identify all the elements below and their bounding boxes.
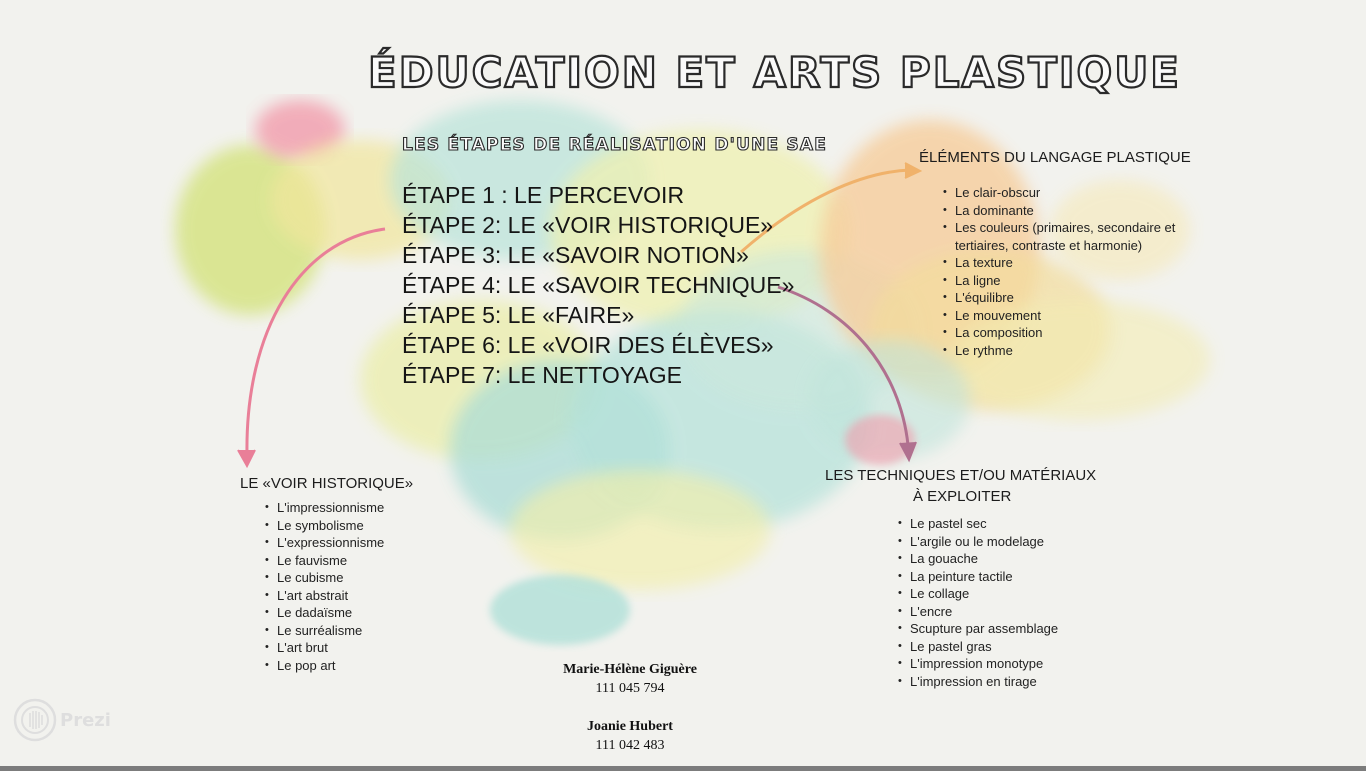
techniques-heading-line2: À EXPLOITER xyxy=(913,488,1012,505)
prezi-icon xyxy=(13,698,57,742)
author-number: 111 045 794 xyxy=(595,681,665,696)
list-item: • L'impressionnisme xyxy=(265,499,435,517)
list-item: • L'argile ou le modelage xyxy=(898,533,1098,551)
list-item: • Le pastel gras xyxy=(898,638,1098,656)
step-item: ÉTAPE 6: LE «VOIR DES ÉLÈVES» xyxy=(402,332,774,358)
list-item: • Le collage xyxy=(898,585,1098,603)
arrow-head-pink xyxy=(238,450,255,466)
list-item: • L'impression en tirage xyxy=(898,673,1098,691)
list-item: • La peinture tactile xyxy=(898,568,1098,586)
list-item: • Le fauvisme xyxy=(265,552,435,570)
page-title: ÉDUCATION ET ARTS PLASTIQUE xyxy=(368,48,1181,97)
list-item: • Les couleurs (primaires, secondaire et tertiaires, contraste et harmonie) xyxy=(943,219,1178,254)
list-item: • Le cubisme xyxy=(265,569,435,587)
step-item: ÉTAPE 4: LE «SAVOIR TECHNIQUE» xyxy=(402,272,795,298)
author-name: Joanie Hubert xyxy=(587,719,673,734)
list-item: • La gouache xyxy=(898,550,1098,568)
voir-historique-heading: LE «VOIR HISTORIQUE» xyxy=(240,475,414,492)
prezi-logo[interactable] xyxy=(13,697,111,743)
list-item: • Le rythme xyxy=(943,342,1178,360)
steps-list xyxy=(402,180,794,390)
techniques-list xyxy=(898,515,1098,690)
list-item: • Le dadaïsme xyxy=(265,604,435,622)
list-item: • L'encre xyxy=(898,603,1098,621)
list-item: • La composition xyxy=(943,324,1178,342)
step-item: ÉTAPE 1 : LE PERCEVOIR xyxy=(402,182,685,208)
list-item: • Le symbolisme xyxy=(265,517,435,535)
list-item: • Le mouvement xyxy=(943,307,1178,325)
list-item: • La dominante xyxy=(943,202,1178,220)
elements-list xyxy=(943,184,1178,359)
credit-author-2 xyxy=(540,717,720,755)
step-item: ÉTAPE 2: LE «VOIR HISTORIQUE» xyxy=(402,212,774,238)
list-item: • Le surréalisme xyxy=(265,622,435,640)
credit-author-1 xyxy=(540,660,720,698)
list-item: • L'impression monotype xyxy=(898,655,1098,673)
list-item: • L'équilibre xyxy=(943,289,1178,307)
elements-heading: ÉLÉMENTS DU LANGAGE PLASTIQUE xyxy=(919,149,1191,166)
step-item: ÉTAPE 3: LE «SAVOIR NOTION» xyxy=(402,242,749,268)
step-item: ÉTAPE 5: LE «FAIRE» xyxy=(402,302,635,328)
list-item: • Scupture par assemblage xyxy=(898,620,1098,638)
list-item: • Le pop art xyxy=(265,657,435,675)
list-item: • Le pastel sec xyxy=(898,515,1098,533)
author-name: Marie-Hélène Giguère xyxy=(563,662,697,677)
prezi-label: Prezi xyxy=(60,709,111,731)
list-item: • Le clair-obscur xyxy=(943,184,1178,202)
steps-subtitle: LES ÉTAPES DE RÉALISATION D'UNE SAE xyxy=(402,135,828,155)
list-item: • L'art abstrait xyxy=(265,587,435,605)
list-item: • La ligne xyxy=(943,272,1178,290)
author-number: 111 042 483 xyxy=(595,738,665,753)
list-item: • L'art brut xyxy=(265,639,435,657)
list-item: • L'expressionnisme xyxy=(265,534,435,552)
bottom-border xyxy=(0,766,1366,771)
list-item: • La texture xyxy=(943,254,1178,272)
voir-historique-list xyxy=(265,499,435,674)
step-item: ÉTAPE 7: LE NETTOYAGE xyxy=(402,362,682,388)
techniques-heading-line1: LES TECHNIQUES ET/OU MATÉRIAUX xyxy=(825,467,1097,484)
